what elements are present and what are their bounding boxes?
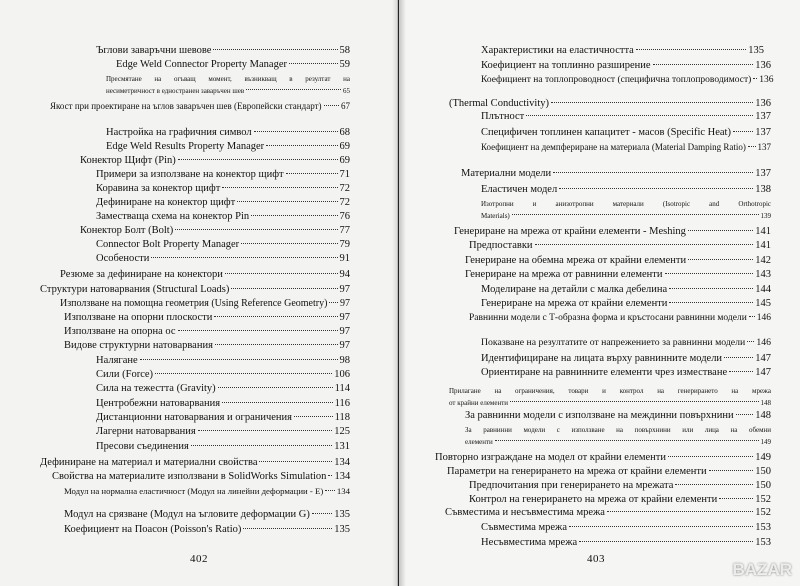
dot-leader bbox=[213, 49, 337, 50]
toc-entry-title: Сила на тежестта (Gravity) bbox=[96, 383, 216, 394]
toc-entry bbox=[106, 141, 350, 153]
toc-entry-page: 136 bbox=[759, 75, 774, 85]
toc-entry-page: 136 bbox=[755, 60, 771, 71]
dot-leader bbox=[753, 78, 757, 79]
toc-entry bbox=[481, 284, 771, 296]
toc-entry-page: 148 bbox=[755, 410, 771, 421]
toc-entry-title: Edge Weld Connector Property Manager bbox=[116, 59, 287, 70]
left-page bbox=[0, 0, 398, 586]
toc-entry-title: Connector Bolt Property Manager bbox=[96, 239, 240, 250]
toc-entry-page: 134 bbox=[336, 486, 350, 496]
toc-entry-title: Пресови съединения bbox=[96, 441, 189, 452]
toc-entry-page: 97 bbox=[340, 298, 350, 309]
toc-entry-title: Предпочитания при генерирането на мрежата bbox=[469, 480, 674, 491]
toc-entry bbox=[64, 340, 350, 352]
toc-entry-title: Настройка на графичния символ bbox=[106, 127, 252, 138]
toc-entry-title: Коефициент на топлопроводност (специфична топлопроводимост) bbox=[481, 75, 752, 85]
dot-leader bbox=[246, 89, 341, 90]
toc-entry-title: Използване на помощна геометрия (Using Reference Geometry) bbox=[60, 298, 328, 309]
toc-entry bbox=[481, 298, 771, 310]
toc-entry bbox=[40, 284, 350, 296]
toc-entry-title: Съвместима и несъвместима мрежа bbox=[445, 507, 605, 518]
toc-entry-page: 149 bbox=[755, 452, 771, 463]
toc-entry bbox=[481, 111, 771, 123]
toc-entry-page: 65 bbox=[343, 87, 350, 95]
dot-leader bbox=[329, 302, 338, 303]
toc-entry bbox=[435, 452, 771, 464]
toc-entry-page: 138 bbox=[755, 184, 771, 195]
toc-entry bbox=[64, 485, 350, 497]
dot-leader bbox=[328, 475, 332, 476]
toc-entry-title: Използване на опорни плоскости bbox=[64, 312, 213, 323]
dot-leader bbox=[733, 131, 753, 132]
dot-leader bbox=[231, 288, 337, 289]
dot-leader bbox=[553, 172, 753, 173]
toc-entry bbox=[96, 253, 350, 265]
toc-entry bbox=[465, 255, 771, 267]
right-page bbox=[399, 0, 800, 586]
toc-entry-title: Съвместима мрежа bbox=[481, 522, 567, 533]
toc-entry-page: 137 bbox=[755, 168, 771, 179]
toc-entry-title: Ъглови заваръчни шевове bbox=[96, 45, 212, 56]
toc-entry bbox=[60, 298, 350, 310]
dot-leader bbox=[325, 490, 335, 491]
toc-entry-title: Примери за използване на конектор щифт bbox=[96, 169, 284, 180]
toc-entry-page: 150 bbox=[755, 466, 771, 477]
toc-entry bbox=[481, 337, 771, 349]
dot-leader bbox=[579, 541, 753, 542]
toc-entry bbox=[96, 412, 350, 424]
toc-entry bbox=[449, 98, 771, 110]
toc-entry bbox=[447, 466, 771, 478]
toc-entry-page: 77 bbox=[339, 225, 350, 236]
toc-entry-page: 147 bbox=[755, 353, 771, 364]
toc-entry bbox=[445, 507, 771, 519]
toc-entry-page: 144 bbox=[755, 284, 771, 295]
toc-entry bbox=[96, 45, 350, 57]
toc-entry-title: Плътност bbox=[481, 111, 525, 122]
toc-entry bbox=[481, 141, 771, 153]
toc-entry-title: Особености bbox=[96, 253, 150, 264]
dot-leader bbox=[178, 159, 338, 160]
dot-leader bbox=[155, 373, 332, 374]
toc-entry-title: Дефиниране на конектор щифт bbox=[96, 197, 236, 208]
toc-entry-page: 134 bbox=[334, 471, 351, 482]
toc-entry-title: Конектор Болт (Bolt) bbox=[80, 225, 174, 236]
dot-leader bbox=[251, 215, 337, 216]
toc-entry bbox=[80, 155, 350, 167]
toc-entry-page: 153 bbox=[755, 522, 771, 533]
dot-leader bbox=[222, 187, 337, 188]
toc-entry-title: Използване на опорна ос bbox=[64, 326, 176, 337]
dot-leader bbox=[312, 513, 332, 514]
left-page-number: 402 bbox=[190, 553, 208, 565]
dot-leader bbox=[510, 401, 758, 402]
toc-entry-page: 135 bbox=[334, 524, 350, 535]
toc-entry-page: 72 bbox=[339, 197, 350, 208]
toc-entry bbox=[96, 169, 350, 181]
toc-entry-page: 98 bbox=[339, 355, 350, 366]
toc-entry-title: Несъвместима мрежа bbox=[481, 537, 578, 548]
toc-entry-title-cont: елементи bbox=[465, 438, 493, 446]
toc-entry-page: 68 bbox=[339, 127, 350, 138]
toc-entry-page: 97 bbox=[339, 326, 350, 337]
dot-leader bbox=[535, 244, 754, 245]
dot-leader bbox=[653, 64, 754, 65]
toc-entry-title: Генериране на мрежа от равнинни елементи bbox=[465, 269, 663, 280]
dot-leader bbox=[749, 316, 755, 317]
toc-entry-title: Коравина за конектор щифт bbox=[96, 183, 221, 194]
toc-entry-title: Резюме за дефиниране на конектори bbox=[60, 269, 223, 280]
toc-entry-title-cont: несиметричност в едностранен заваръчен шев bbox=[106, 87, 245, 95]
toc-entry bbox=[96, 426, 350, 438]
toc-entry-title: Идентифициране на лицата върху равнинните модели bbox=[481, 353, 723, 364]
toc-entry-page: 131 bbox=[334, 441, 350, 452]
toc-entry-title: Коефициент на Поасон (Poisson's Ratio) bbox=[64, 524, 242, 535]
toc-entry bbox=[106, 73, 350, 97]
dot-leader bbox=[289, 63, 338, 64]
dot-leader bbox=[237, 201, 337, 202]
right-page-number: 403 bbox=[587, 553, 605, 565]
toc-entry-page: 147 bbox=[755, 367, 771, 378]
toc-entry-page: 137 bbox=[755, 111, 771, 122]
dot-leader bbox=[222, 402, 333, 403]
toc-entry-title: За равнинни модели с използване на междинни повърхнини bbox=[465, 410, 734, 421]
book-gutter bbox=[392, 0, 406, 586]
dot-leader bbox=[526, 115, 753, 116]
dot-leader bbox=[191, 445, 332, 446]
toc-entry-page: 136 bbox=[755, 98, 771, 109]
toc-entry-title: Модул на нормална еластичност (Модул на линейни деформации - Е) bbox=[64, 486, 324, 496]
toc-entry-page: 152 bbox=[755, 494, 771, 505]
toc-entry bbox=[96, 441, 350, 453]
dot-leader bbox=[669, 302, 753, 303]
dot-leader bbox=[286, 173, 338, 174]
toc-entry bbox=[64, 524, 350, 536]
toc-entry bbox=[481, 60, 771, 72]
toc-entry bbox=[50, 100, 350, 112]
toc-entry-page: 76 bbox=[339, 211, 350, 222]
toc-entry-title: Ориентиране на равнинните елементи чрез изместване bbox=[481, 367, 728, 378]
toc-entry bbox=[481, 367, 771, 379]
toc-entry bbox=[469, 494, 771, 506]
toc-entry bbox=[96, 383, 350, 395]
toc-entry-page: 146 bbox=[756, 337, 771, 348]
toc-entry bbox=[465, 269, 771, 281]
dot-leader bbox=[225, 273, 338, 274]
toc-entry-page: 143 bbox=[755, 269, 771, 280]
toc-entry bbox=[481, 184, 771, 196]
toc-entry-page: 135 bbox=[334, 509, 350, 520]
toc-entry bbox=[96, 355, 350, 367]
toc-entry-title: Модул на срязване (Модул на ъгловите деформации G) bbox=[64, 509, 310, 520]
dot-leader bbox=[607, 511, 753, 512]
toc-entry-page: 150 bbox=[755, 480, 771, 491]
toc-entry-page: 137 bbox=[757, 142, 771, 152]
toc-entry-page: 67 bbox=[341, 101, 350, 111]
toc-entry-title: Видове структурни натоварвания bbox=[64, 340, 213, 351]
toc-entry-title: Предпоставки bbox=[469, 240, 533, 251]
toc-entry-title: Заместваща схема на конектор Pin bbox=[96, 211, 250, 222]
toc-entry bbox=[52, 471, 350, 483]
toc-entry bbox=[96, 211, 350, 223]
toc-entry bbox=[64, 509, 350, 521]
toc-entry-title: Коефициент на топлинно разширение bbox=[481, 60, 651, 71]
dot-leader bbox=[736, 414, 754, 415]
dot-leader bbox=[688, 259, 753, 260]
dot-leader bbox=[669, 288, 753, 289]
dot-leader bbox=[218, 387, 333, 388]
toc-entry-title: Генериране на обемна мрежа от крайни елементи bbox=[465, 255, 687, 266]
toc-entry-title: Конектор Щифт (Pin) bbox=[80, 155, 176, 166]
toc-entry bbox=[461, 168, 771, 180]
toc-entry-page: 137 bbox=[755, 127, 771, 138]
dot-leader bbox=[729, 371, 753, 372]
toc-entry-title: Параметри на генерирането на мрежа от крайни елементи bbox=[447, 466, 707, 477]
toc-entry bbox=[469, 312, 771, 324]
dot-leader bbox=[569, 526, 753, 527]
toc-entry-title-cont: от крайни елементи bbox=[449, 399, 509, 407]
toc-entry-page: 148 bbox=[760, 399, 771, 407]
toc-entry-page: 97 bbox=[339, 340, 350, 351]
toc-entry-page: 69 bbox=[339, 155, 350, 166]
toc-entry-title: Дефиниране на материал и материални свойства bbox=[40, 457, 258, 468]
toc-entry bbox=[481, 74, 773, 86]
dot-leader bbox=[747, 341, 754, 342]
dot-leader bbox=[215, 344, 338, 345]
toc-entry-page: 69 bbox=[339, 141, 350, 152]
toc-entry-page: 106 bbox=[334, 369, 350, 380]
toc-entry-page: 146 bbox=[756, 313, 771, 323]
toc-entry-title: Моделиране на детайли с малка дебелина bbox=[481, 284, 668, 295]
toc-entry-page: 118 bbox=[334, 412, 350, 423]
toc-entry-page: 135 bbox=[748, 45, 764, 56]
toc-entry bbox=[465, 424, 771, 448]
dot-leader bbox=[214, 316, 337, 317]
toc-entry-page: 97 bbox=[339, 284, 350, 295]
dot-leader bbox=[495, 440, 759, 441]
toc-entry-page: 152 bbox=[755, 507, 771, 518]
dot-leader bbox=[512, 214, 759, 215]
dot-leader bbox=[551, 102, 753, 103]
dot-leader bbox=[748, 146, 756, 147]
watermark-logo: BAZAR bbox=[732, 560, 792, 579]
toc-entry bbox=[96, 398, 350, 410]
dot-leader bbox=[241, 243, 337, 244]
toc-entry bbox=[60, 269, 350, 281]
toc-entry-page: 114 bbox=[334, 383, 350, 394]
dot-leader bbox=[151, 257, 337, 258]
toc-entry-title: Повторно изграждане на модел от крайни елементи bbox=[435, 452, 666, 463]
toc-entry-title: Специфичен топлинен капацитет - масов (Specific Heat) bbox=[481, 127, 731, 138]
toc-entry-title: Характеристики на еластичността bbox=[481, 45, 634, 56]
toc-entry-page: 149 bbox=[760, 438, 771, 446]
toc-entry-title: Еластичен модел bbox=[481, 184, 558, 195]
toc-entry-title: Якост при проектиране на ъглов заваръчен шев (Европейски стандарт) bbox=[50, 101, 322, 111]
toc-entry-page: 58 bbox=[339, 45, 350, 56]
dot-leader bbox=[668, 456, 753, 457]
dot-leader bbox=[259, 461, 332, 462]
toc-entry bbox=[96, 239, 350, 251]
dot-leader bbox=[675, 484, 753, 485]
toc-entry-page: 71 bbox=[339, 169, 350, 180]
dot-leader bbox=[665, 273, 754, 274]
toc-entry-page: 141 bbox=[755, 240, 771, 251]
dot-leader bbox=[719, 498, 753, 499]
toc-entry-title: Генериране на мрежа от крайни елементи bbox=[481, 298, 668, 309]
toc-entry-title: Показване на резултатите от напрежението за равнинни модели bbox=[481, 337, 746, 348]
dot-leader bbox=[688, 230, 753, 231]
toc-entry-page: 91 bbox=[339, 253, 350, 264]
toc-entry bbox=[469, 480, 771, 492]
toc-entry bbox=[64, 326, 350, 338]
toc-entry-page: 72 bbox=[339, 183, 350, 194]
toc-entry bbox=[96, 369, 350, 381]
toc-entry-title: Налягане bbox=[96, 355, 138, 366]
toc-entry-page: 153 bbox=[755, 537, 771, 548]
toc-entry bbox=[454, 226, 771, 238]
dot-leader bbox=[636, 49, 746, 50]
toc-entry-title: Центробежни натоварвания bbox=[96, 398, 221, 409]
toc-entry-title: Пресмятане на огъващ момент, възникващ в резултат на bbox=[106, 75, 350, 83]
toc-entry-title-cont: Materials) bbox=[481, 212, 510, 220]
toc-entry-page: 116 bbox=[334, 398, 350, 409]
dot-leader bbox=[254, 131, 338, 132]
toc-entry-page: 97 bbox=[339, 312, 350, 323]
toc-entry bbox=[449, 385, 771, 409]
toc-entry bbox=[80, 225, 350, 237]
toc-entry-title: Изотропни и анизотропни материали (Isotropic and Orthotropic bbox=[481, 200, 771, 208]
dot-leader bbox=[178, 330, 338, 331]
toc-entry-page: 59 bbox=[339, 59, 350, 70]
toc-entry-title: Контрол на генерирането на мрежа от крайни елементи bbox=[469, 494, 718, 505]
toc-entry bbox=[96, 183, 350, 195]
toc-entry-title: За равнинни модели с използване на повърхнини или лица на обемни bbox=[465, 426, 771, 434]
dot-leader bbox=[724, 357, 753, 358]
dot-leader bbox=[294, 416, 333, 417]
toc-entry-page: 94 bbox=[339, 269, 350, 280]
dot-leader bbox=[175, 229, 337, 230]
toc-entry-title: Материални модели bbox=[461, 168, 552, 179]
toc-entry-title: Свойства на материалите използвани в SolidWorks Simulation bbox=[52, 471, 327, 482]
toc-entry-title: Лагерни натоварвания bbox=[96, 426, 196, 437]
toc-entry-title: Edge Weld Results Property Manager bbox=[106, 141, 265, 152]
toc-entry-page: 142 bbox=[755, 255, 771, 266]
dot-leader bbox=[198, 430, 333, 431]
toc-entry-title: Дистанционни натоварвания и ограничения bbox=[96, 412, 292, 423]
toc-entry bbox=[481, 198, 771, 222]
toc-entry-title: Прилагане на ограничения, товари и контрол на генерирането на мрежа bbox=[449, 387, 771, 395]
toc-entry-page: 125 bbox=[334, 426, 350, 437]
dot-leader bbox=[324, 105, 339, 106]
toc-entry bbox=[465, 410, 771, 422]
toc-entry-page: 134 bbox=[334, 457, 350, 468]
toc-entry bbox=[481, 127, 771, 139]
dot-leader bbox=[266, 145, 337, 146]
toc-entry-title: Структури натоварвания (Structural Loads) bbox=[40, 284, 230, 295]
toc-entry bbox=[469, 240, 771, 252]
toc-entry-title: Равнинни модели с Т-образна форма и кръстосани равнинни модели bbox=[469, 313, 747, 323]
toc-entry-page: 79 bbox=[339, 239, 350, 250]
toc-entry-title: Сили (Force) bbox=[96, 369, 154, 380]
toc-entry bbox=[106, 127, 350, 139]
toc-entry bbox=[40, 457, 350, 469]
toc-entry-title: Коефициент на демпфериране на материала (Material Damping Ratio) bbox=[481, 142, 746, 152]
toc-entry bbox=[116, 59, 350, 71]
toc-entry-title: (Thermal Conductivity) bbox=[449, 98, 550, 109]
toc-entry-page: 139 bbox=[760, 212, 771, 220]
toc-entry-title: Генериране на мрежа от крайни елементи - Meshing bbox=[454, 226, 686, 237]
dot-leader bbox=[243, 528, 332, 529]
toc-entry bbox=[481, 45, 764, 57]
dot-leader bbox=[709, 470, 754, 471]
toc-entry bbox=[481, 522, 771, 534]
toc-entry bbox=[481, 353, 771, 365]
dot-leader bbox=[559, 188, 753, 189]
toc-entry-page: 145 bbox=[755, 298, 771, 309]
toc-entry bbox=[96, 197, 350, 209]
toc-entry bbox=[481, 537, 771, 549]
toc-entry bbox=[64, 312, 350, 324]
toc-entry-page: 141 bbox=[755, 226, 771, 237]
dot-leader bbox=[140, 359, 338, 360]
